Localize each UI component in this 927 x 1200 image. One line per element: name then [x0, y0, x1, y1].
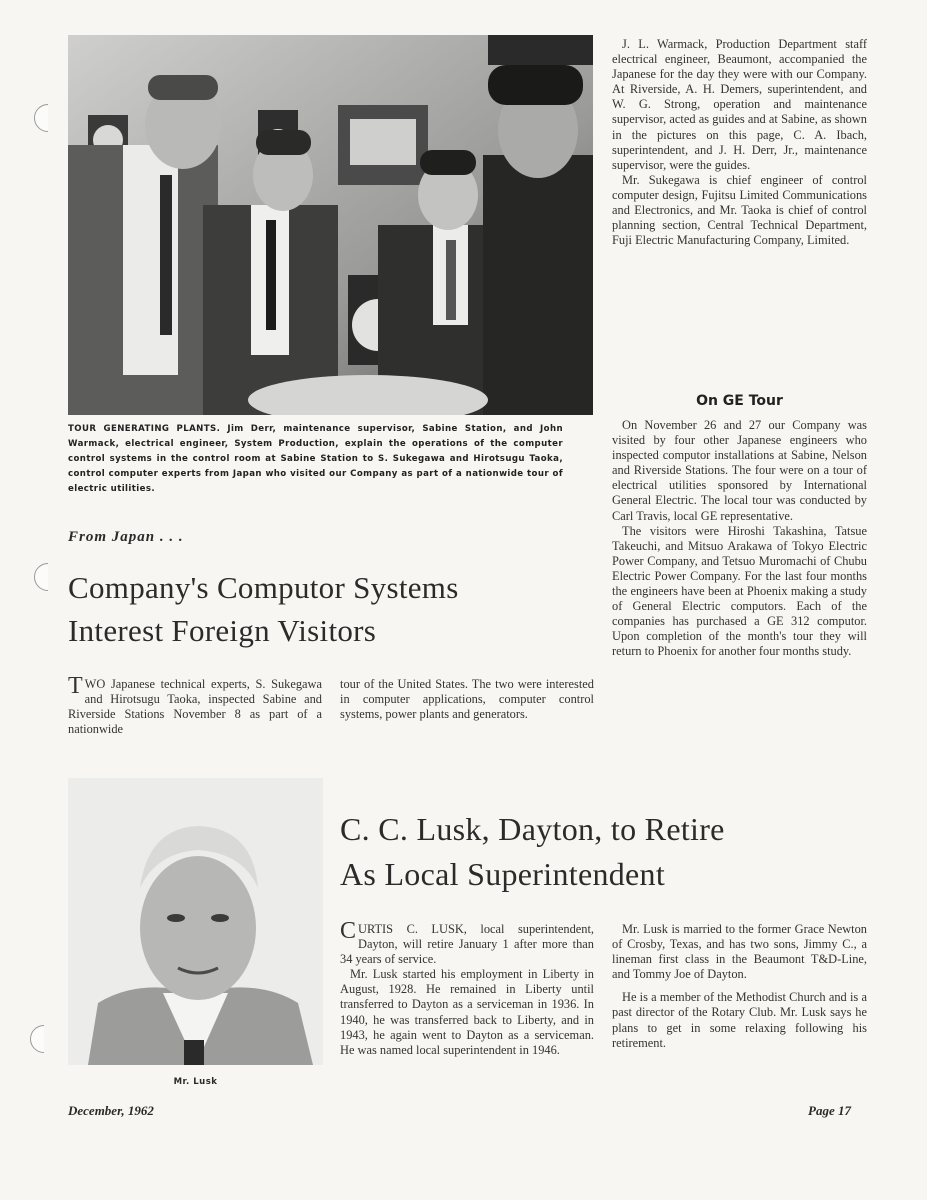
portrait-caption: Mr. Lusk	[173, 1077, 218, 1087]
paragraph-warmack: J. L. Warmack, Production Department staff electrical engineer, Beaumont, accompanied the Japanese for the day they were with our Company. At Riverside, A. H. Demers, superintendent, and W. G. Strong, operation and maintenance supervisor, acted as guides and at Sabine, as shown in the pictures on this page, C. A. Ibach, superintendent, and J. H. Derr, Jr., maintenance supervisor, were the guides.	[612, 37, 867, 172]
section-title-ge-tour: On GE Tour	[696, 393, 783, 409]
control-room-photo	[68, 35, 593, 415]
lusk-headline-line-2: As Local Superintendent	[340, 856, 666, 892]
lusk-headline	[340, 807, 880, 897]
paragraph-ge-visit: On November 26 and 27 our Company was visited by four other Japanese engineers who inspected computor installations at Sabine, Nelson and Riverside Stations. The four were on a tour of electrical utilities sponsored by International General Electric. The local tour was conducted by Carl Travis, local GE representative.	[612, 418, 867, 523]
lusk-dropcap: C	[340, 918, 357, 944]
punch-hole-top	[34, 104, 62, 132]
paragraph-sukegawa: Mr. Sukegawa is chief engineer of control computer design, Fujitsu Limited Communications and Electronics, and Mr. Taoka is chief of control planning section, Central Technical Department, Fuji Electric Manufacturing Company, Limited.	[612, 172, 867, 248]
lusk-intro: URTIS C. LUSK, local superintendent, Dayton, will retire January 1 after more than 34 years of service.	[340, 922, 594, 967]
photo-caption: TOUR GENERATING PLANTS. Jim Derr, maintenance supervisor, Sabine Station, and John Warmack, electrical engineer, System Production, explain the operations of the computer control systems in the control room at Sabine Station to S. Sukegawa and Hirotsugu Taoka, control computer experts from Japan who visited our Company as part of a nationwide tour of electric utilities.	[68, 424, 563, 494]
headline-line-1: Company's Computor Systems	[68, 570, 459, 605]
lusk-church: He is a member of the Methodist Church and is a past director of the Rotary Club. Mr. Lusk says he plans to get in some relaxing following his retirement.	[612, 990, 867, 1050]
article2-column-1	[340, 918, 594, 1058]
article-headline	[68, 566, 598, 652]
lusk-headline-line-1: C. C. Lusk, Dayton, to Retire	[340, 811, 725, 847]
dropcap: T	[68, 673, 83, 699]
article-kicker: From Japan . . .	[68, 529, 184, 545]
headline-line-2: Interest Foreign Visitors	[68, 613, 377, 648]
punch-hole-bottom	[30, 1025, 58, 1053]
punch-hole-middle	[34, 563, 62, 591]
right-column-top	[612, 37, 867, 248]
lusk-family: Mr. Lusk is married to the former Grace Newton of Crosby, Texas, and has two sons, Jimmy C., a lineman first class in the Beaumont T&D-Line, and Tommy Joe of Dayton.	[612, 922, 867, 982]
article1-col2-text: tour of the United States. The two were interested in computer applications, computer control systems, power plants and generators.	[340, 677, 594, 722]
article2-column-2	[612, 922, 867, 1051]
lusk-career: Mr. Lusk started his employment in Liberty in August, 1928. He remained in Liberty until transferred to Dayton as a serviceman in 1936. In 1940, he was transferred back to Liberty, and in 1943, he again went to Dayton as a serviceman. He was named local superintendent in 1946.	[340, 967, 594, 1057]
footer-date: December, 1962	[68, 1103, 154, 1118]
article1-column-2	[340, 677, 594, 722]
footer-page: Page 17	[808, 1103, 851, 1118]
article1-column-1	[68, 673, 322, 737]
right-column-ge-tour	[612, 418, 867, 660]
article1-col1-text: WO Japanese technical experts, S. Sukegawa and Hirotsugu Taoka, inspected Sabine and Riverside Stations November 8 as part of a nationwide	[68, 677, 322, 737]
portrait-photo	[68, 778, 323, 1065]
paragraph-visitors: The visitors were Hiroshi Takashina, Tatsue Takeuchi, and Mitsuo Arakawa of Tokyo Electric Power Company, and Tetsuo Muromachi of Chubu Electric Power Company. For the last four months the engineers have been at Phoenix making a study of General Electric computors. Each of the companies has purchased a GE 312 computor. Upon completion of the month's tour they will return to Phoenix for another four months study.	[612, 523, 867, 659]
